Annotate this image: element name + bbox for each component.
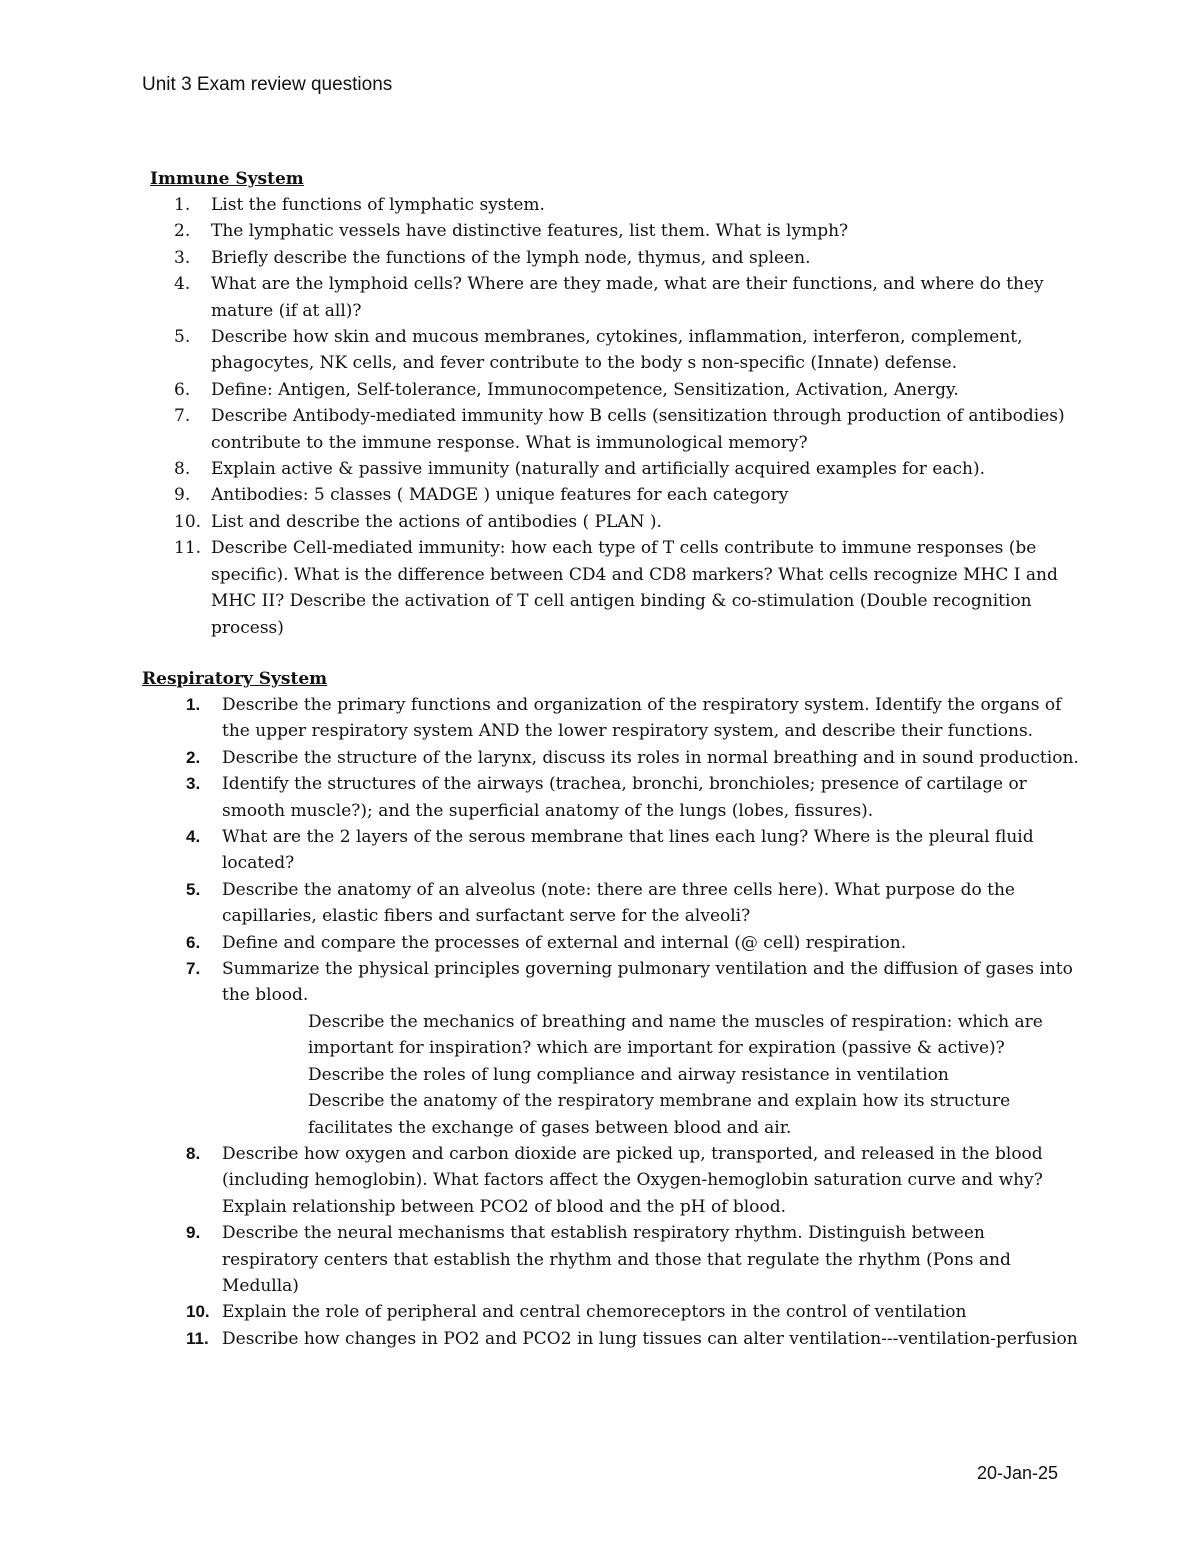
page-footer-date: 20-Jan-25 xyxy=(976,1463,1058,1483)
immune-section-title: Immune System xyxy=(150,169,304,189)
list-item: 2. Describe the structure of the larynx, discuss its roles in normal breathing and in sound production. xyxy=(186,747,1079,768)
list-item: 2. The lymphatic vessels have distinctive features, list them. What is lymph? xyxy=(174,221,849,242)
list-item: 10. List and describe the actions of antibodies ( PLAN ). xyxy=(174,511,662,532)
respiratory-question-list xyxy=(142,692,1079,1009)
list-item: 6. Define and compare the processes of external and internal (@ cell) respiration. xyxy=(186,932,907,953)
list-item: 4. What are the lymphoid cells? Where are they made, what are their functions, and where do they mature (if at all)? xyxy=(174,274,1044,321)
respiratory-section xyxy=(142,666,1079,1352)
list-item: 5. Describe the anatomy of an alveolus (note: there are three cells here). What purpose do the capillaries, elastic fibers and surfactant serve for the alveoli? xyxy=(186,879,1015,927)
sub-item: Describe the roles of lung compliance and airway resistance in ventilation xyxy=(308,1064,949,1085)
list-item: 8. Explain active & passive immunity (naturally and artificially acquired examples for each). xyxy=(174,459,986,480)
respiratory-section-title: Respiratory System xyxy=(142,669,328,689)
list-item: 11. Describe how changes in PO2 and PCO2 in lung tissues can alter ventilation---ventilation-perfusion xyxy=(186,1328,1078,1349)
list-item: 9. Antibodies: 5 classes ( MADGE ) unique features for each category xyxy=(174,485,789,506)
list-item: 5. Describe how skin and mucous membranes, cytokines, inflammation, interferon, complement, phagocytes, NK cells, and fever contribute to the body s non-specific (Innate) defense. xyxy=(174,327,1023,374)
list-item: 9. Describe the neural mechanisms that establish respiratory rhythm. Distinguish between respiratory centers that establish the rhythm and those that regulate the rhythm (Pons and Medulla) xyxy=(186,1223,1011,1296)
list-item: 10. Explain the role of peripheral and central chemoreceptors in the control of ventilation xyxy=(186,1302,967,1323)
list-item: 8. Describe how oxygen and carbon dioxide are picked up, transported, and released in the blood (including hemoglobin). What factors affect the Oxygen-hemoglobin saturation curve and why? Explain relationship between PCO2 of blood and the pH of blood. xyxy=(186,1143,1043,1217)
respiratory-question-list-continued xyxy=(142,1141,1078,1352)
list-item: 1. List the functions of lymphatic system. xyxy=(174,195,545,215)
list-item: 7. Summarize the physical principles governing pulmonary ventilation and the diffusion of gases into the blood. xyxy=(186,959,1073,1006)
sub-item: Describe the mechanics of breathing and name the muscles of respiration: which are important for inspiration? which are important for expiration (passive & active)? xyxy=(308,1011,1043,1059)
page-header: Unit 3 Exam review questions xyxy=(142,74,393,95)
immune-section xyxy=(150,166,1070,641)
list-item: 3. Identify the structures of the airways (trachea, bronchi, bronchioles; presence of cartilage or smooth muscle?); and the superficial anatomy of the lungs (lobes, fissures). xyxy=(186,774,1027,821)
list-item: 6. Define: Antigen, Self-tolerance, Immunocompetence, Sensitization, Activation, Anergy. xyxy=(174,379,959,400)
list-item: 3. Briefly describe the functions of the lymph node, thymus, and spleen. xyxy=(174,247,811,268)
list-item: 11. Describe Cell-mediated immunity: how each type of T cells contribute to immune responses (be specific). What is the difference between CD4 and CD8 markers? What cells recognize MHC I and MHC II? Describe the activation of T cell antigen binding & co-stimulation (Double recognition process) xyxy=(174,538,1058,638)
immune-question-list xyxy=(150,192,1070,641)
list-item: 4. What are the 2 layers of the serous membrane that lines each lung? Where is the pleural fluid located? xyxy=(186,827,1034,874)
list-item: 1. Describe the primary functions and organization of the respiratory system. Identify the organs of the upper respiratory system AND the lower respiratory system, and describe their functions. xyxy=(186,695,1062,742)
list-item: 7. Describe Antibody-mediated immunity how B cells (sensitization through production of antibodies) contribute to the immune response. What is immunological memory? xyxy=(174,406,1065,453)
sub-item: Describe the anatomy of the respiratory membrane and explain how its structure facilitates the exchange of gases between blood and air. xyxy=(308,1091,1011,1138)
